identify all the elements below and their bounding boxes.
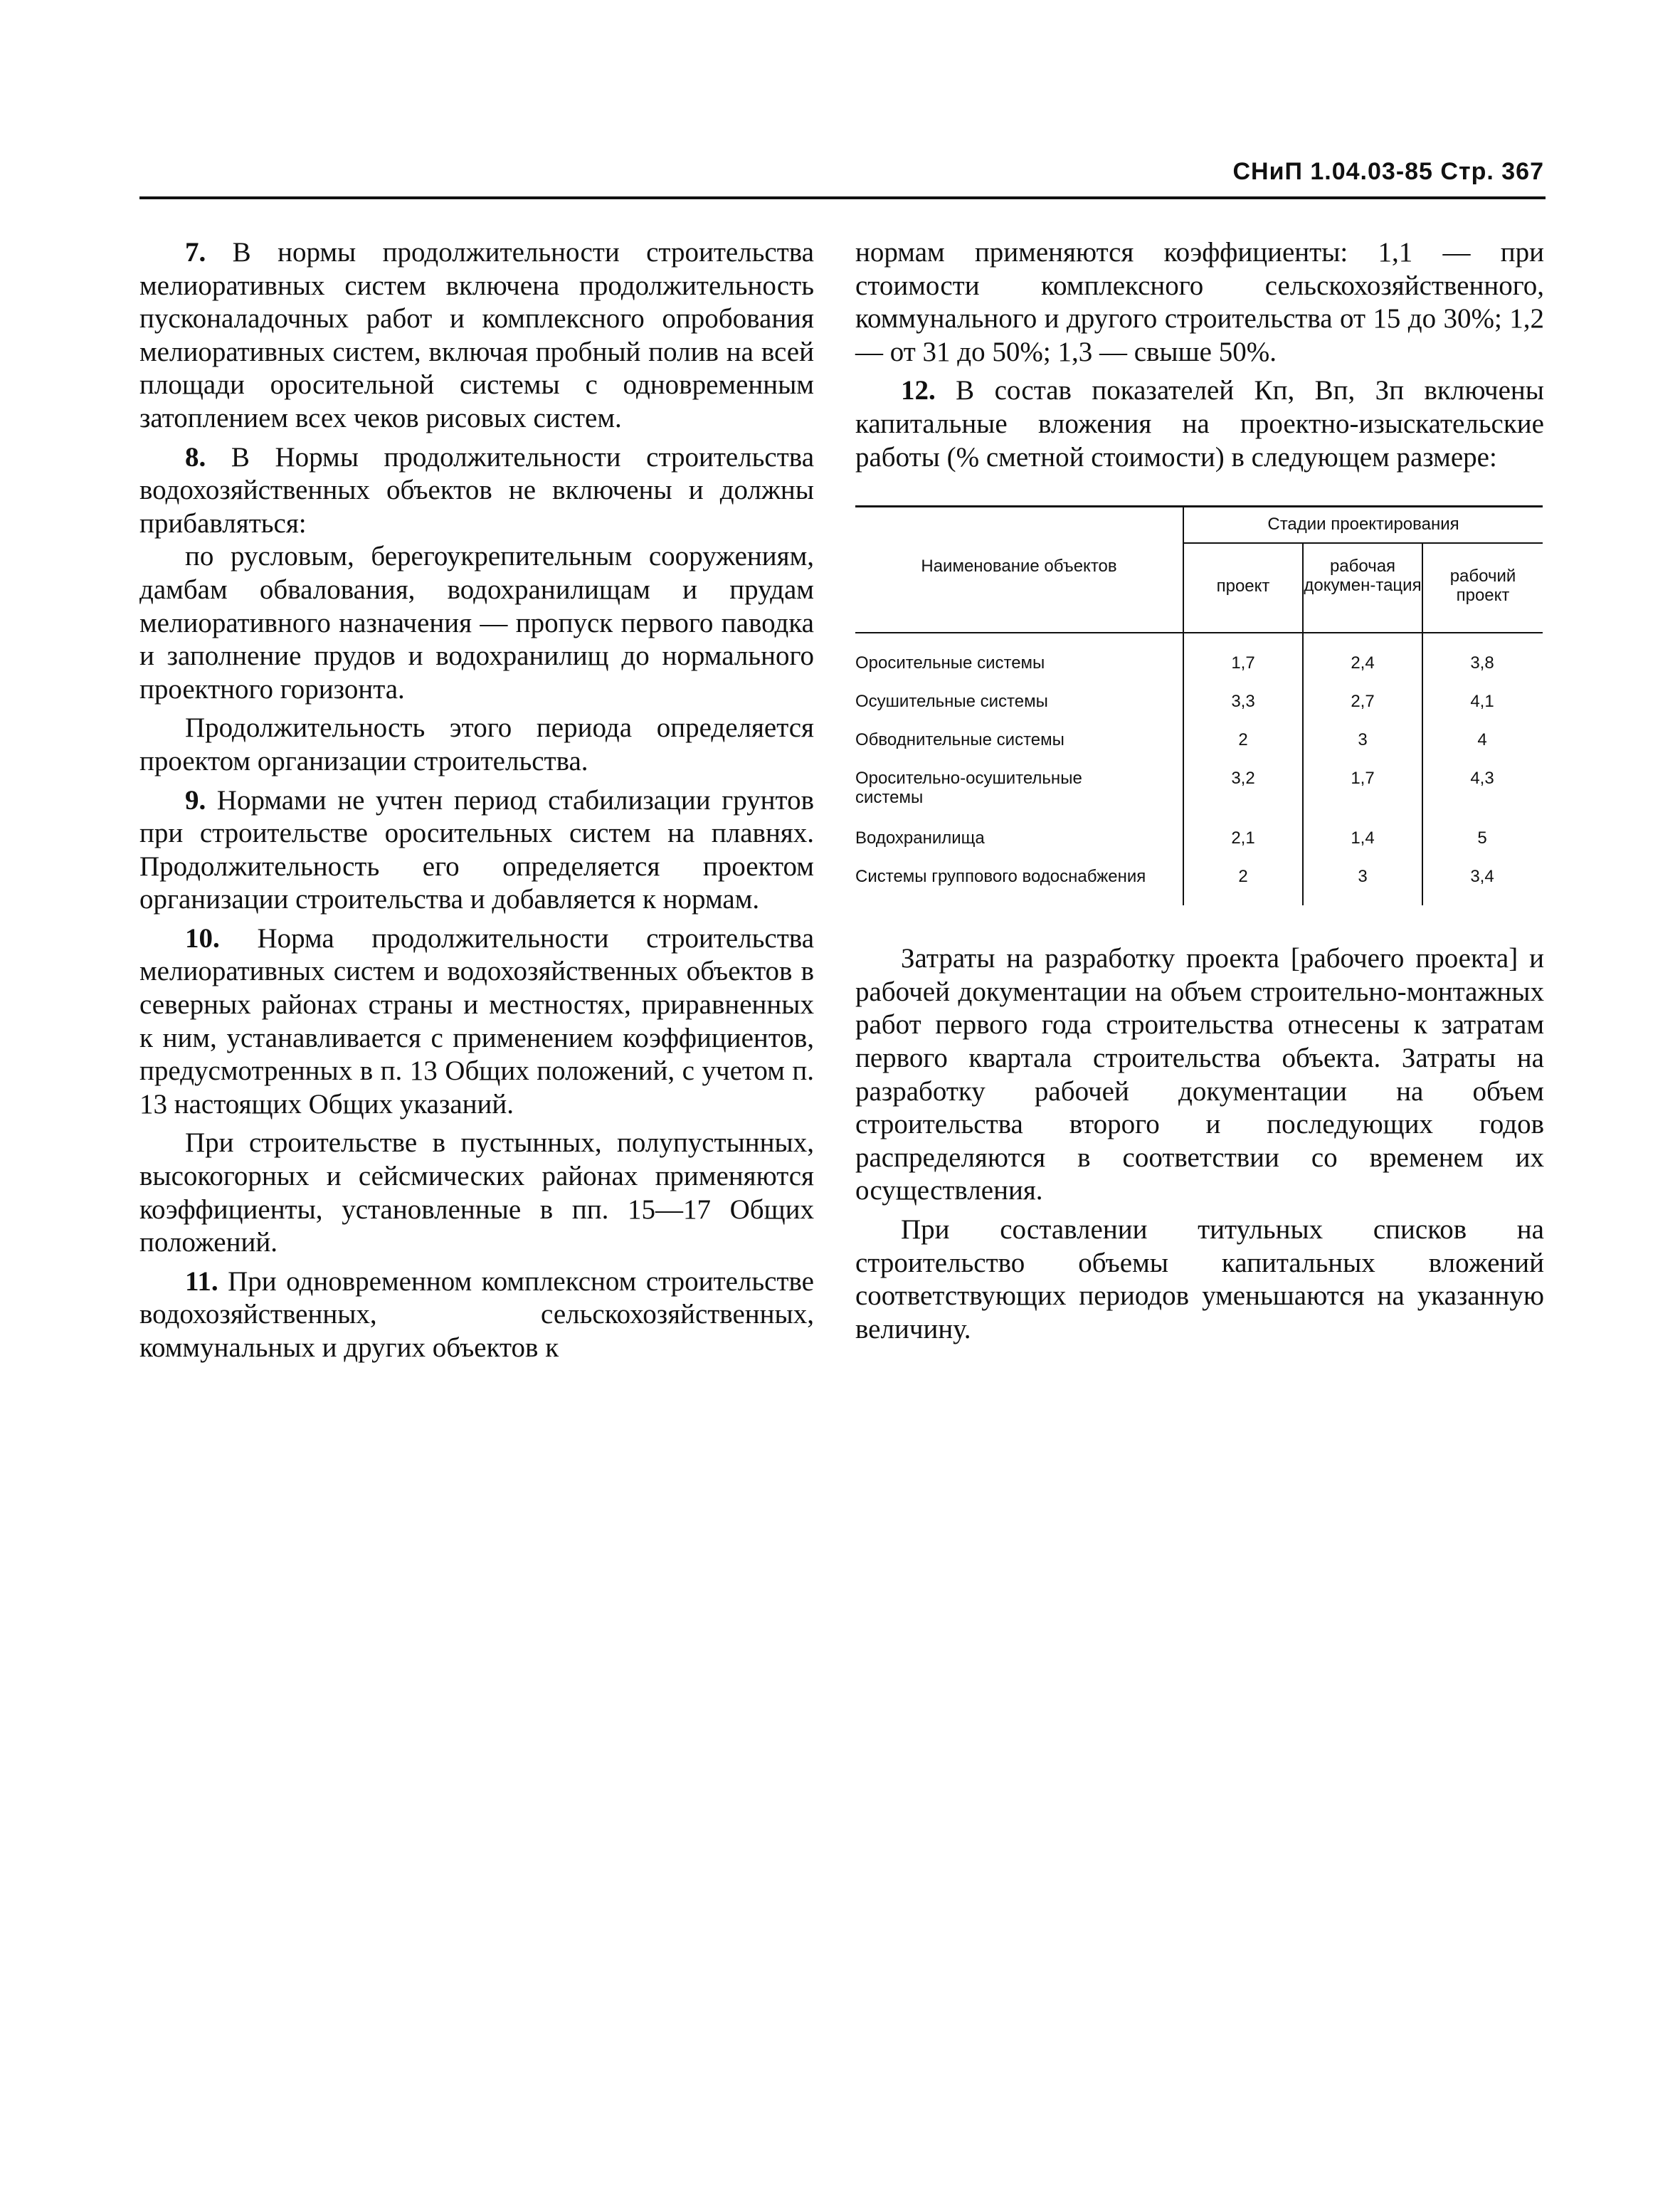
table-cell: 3,2 [1231, 769, 1255, 789]
table-cell: 2,1 [1231, 828, 1255, 848]
table-vline-3 [1422, 542, 1423, 905]
item-number: 10. [185, 922, 220, 954]
paragraph-costs [855, 942, 1544, 1208]
paragraph-11 [139, 1265, 814, 1365]
paragraph-text: При строительстве в пустынных, полупустынных, высокогорных и сейсмических районах применяются коэффициенты, установленные в пп. 15—17 Общих положений. [139, 1127, 814, 1258]
paragraph-text: Норма продолжительности строительства мелиоративных систем и водохозяйственных объектов в северных районах страны и местностях, приравненных к ним, устанавливается с применением коэффициентов, предусмотренных в п. 13 Общих положений, с учетом п. 13 настоящих Общих указаний. [139, 922, 814, 1120]
paragraph-title-lists [855, 1213, 1544, 1346]
design-stages-table [855, 505, 1544, 911]
paragraph-12 [855, 374, 1544, 474]
paragraph-8-detail [139, 540, 814, 706]
table-row-name: Осушительные системы [855, 692, 1048, 712]
paragraph-8-period [139, 712, 814, 778]
left-column [139, 236, 814, 1365]
paragraph-text: Продолжительность этого периода определяется проектом организации строительства. [139, 712, 814, 776]
paragraph-9 [139, 784, 814, 917]
table-cell: 2 [1238, 867, 1248, 887]
item-number: 7. [185, 237, 206, 268]
table-row-name: Обводнительные системы [855, 730, 1064, 750]
paragraph-text: В нормы продолжительности строительства мелиоративных систем включена продолжительность пусконаладочных работ и комплексного опробования мелиоративных систем, включая пробный полив на всей площади оросительной системы с одновременным затоплением всех чеков рисовых систем. [139, 237, 814, 433]
table-cell: 2,4 [1351, 653, 1375, 673]
item-number: 9. [185, 784, 206, 816]
table-cell: 4,1 [1470, 692, 1494, 712]
table-group-rule [1183, 542, 1543, 544]
paragraph-10-desert [139, 1127, 814, 1259]
paragraph-text: При одновременном комплексном строительстве водохозяйственных, сельскохозяйственных, коммунальных и других объектов к [139, 1265, 814, 1363]
paragraph-text: В Нормы продолжительности строительства водохозяйственных объектов не включены и должны прибавляться: [139, 441, 814, 539]
header-rule [139, 196, 1546, 199]
table-cell: 1,7 [1351, 769, 1375, 789]
table-top-rule [855, 505, 1543, 507]
table-cell: 1,7 [1231, 653, 1255, 673]
table-vline-2 [1302, 542, 1304, 905]
paragraph-text: При составлении титульных списков на строительство объемы капитальных вложений соответствующих периодов уменьшаются на указанную величину. [855, 1213, 1544, 1344]
paragraph-10 [139, 922, 814, 1122]
table-col-working-project: рабочий проект [1449, 567, 1516, 606]
paragraph-7 [139, 236, 814, 436]
table-row-name: Оросительно-осушительные системы [855, 769, 1082, 808]
table-cell: 2 [1238, 730, 1248, 750]
table-cell: 3,3 [1231, 692, 1255, 712]
table-row-name: Системы группового водоснабжения [855, 867, 1146, 887]
table-cell: 4,3 [1470, 769, 1494, 789]
table-cell: 3,4 [1470, 867, 1494, 887]
table-col-working-docs: рабочая докумен-тация [1304, 557, 1422, 596]
running-title: СНиП 1.04.03-85 Стр. 367 [1232, 158, 1544, 185]
table-header-rule [855, 632, 1543, 633]
table-header-name: Наименование объектов [921, 557, 1117, 576]
paragraph-8 [139, 441, 814, 541]
paragraph-text: нормам применяются коэффициенты: 1,1 — при стоимости комплексного сельскохозяйственного, коммунального и другого строительства от 15 до 30%; 1,2 — от 31 до 50%; 1,3 — свыше 50%. [855, 237, 1544, 367]
table-cell: 4 [1477, 730, 1487, 750]
table-col-project: проект [1216, 576, 1270, 596]
table-row-name: Оросительные системы [855, 653, 1045, 673]
table-cell: 3 [1358, 867, 1368, 887]
paragraph-text: по русловым, берегоукрепительным сооружениям, дамбам обвалования, водохранилищам и прудам мелиоративного назначения — пропуск первого паводка и заполнение прудов и водохранилищ до нормального проектного горизонта. [139, 541, 814, 705]
table-cell: 2,7 [1351, 692, 1375, 712]
item-number: 8. [185, 441, 206, 473]
paragraph-11-continued [855, 236, 1544, 369]
table-header-group: Стадии проектирования [1267, 515, 1459, 535]
table-cell: 3 [1358, 730, 1368, 750]
table-cell: 3,8 [1470, 653, 1494, 673]
table-cell: 1,4 [1351, 828, 1375, 848]
table-row-name: Водохранилища [855, 828, 985, 848]
item-number: 12. [901, 375, 936, 406]
table-cell: 5 [1477, 828, 1487, 848]
paragraph-text: В состав показателей Кп, Вп, Зп включены капитальные вложения на проектно-изыскательские работы (% сметной стоимости) в следующем размере: [855, 375, 1544, 473]
paragraph-text: Затраты на разработку проекта [рабочего проекта] и рабочей документации на объем строительно-монтажных работ первого года строительства отнесены к затратам первого квартала строительства объекта. Затраты на разработку рабочей документации на объем строительства второго и последующих годов распределяются в соответствии со временем их осуществления. [855, 943, 1544, 1206]
item-number: 11. [185, 1265, 218, 1297]
paragraph-text: Нормами не учтен период стабилизации грунтов при строительстве оросительных систем на плавнях. Продолжительность его определяется проектом организации строительства и добавляется к нормам. [139, 784, 814, 915]
right-column [855, 236, 1544, 1346]
